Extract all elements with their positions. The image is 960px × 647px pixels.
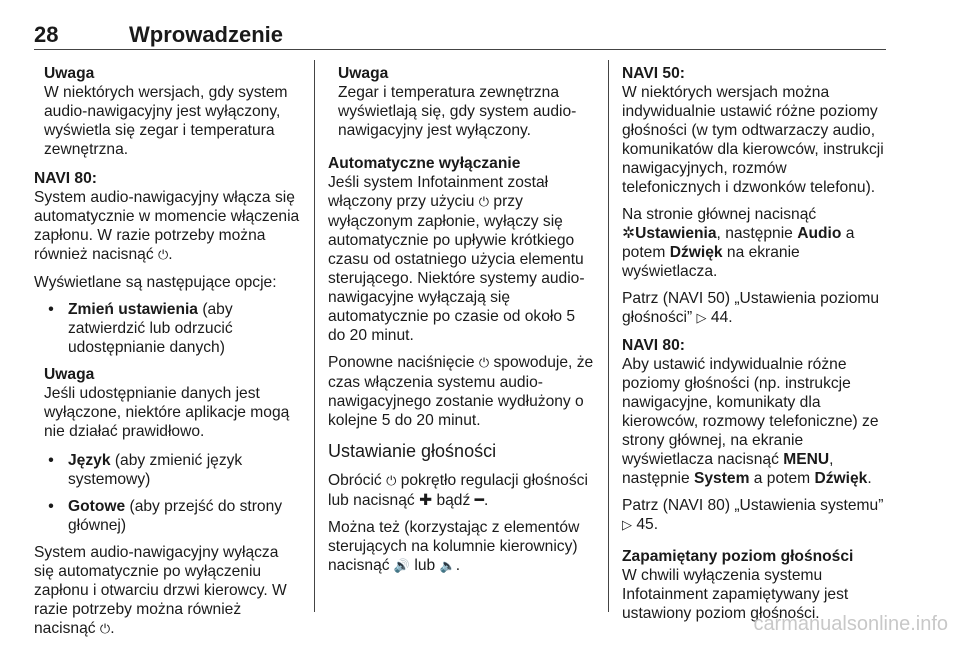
- page-ref-arrow-icon: ▷: [696, 311, 707, 326]
- option-term: Zmień ustawienia: [68, 301, 198, 318]
- note-title: Uwaga: [44, 65, 95, 82]
- option-term: Język: [68, 452, 111, 469]
- paragraph: [328, 518, 594, 576]
- note-box: [34, 365, 300, 441]
- section-heading: NAVI 80:: [34, 170, 97, 187]
- paragraph-text: W niektórych wersjach można indywidualnie ustawić różne poziomy głośności (w tym odtwarzaczy audio, komunikatów dla kierowców, instrukcji nawigacyjnych, rozmów telefonicznych i dzwonków telefonu).: [622, 84, 884, 196]
- paragraph-text: .: [483, 492, 489, 509]
- bullet-icon: •: [48, 498, 54, 515]
- section-heading: NAVI 80:: [622, 337, 685, 354]
- volume-up-icon: 🔊: [393, 559, 411, 574]
- page-ref-arrow-icon: ▷: [622, 518, 632, 533]
- column-divider-1: [314, 60, 315, 612]
- paragraph-text: Obrócić: [328, 472, 387, 489]
- paragraph-text: lub: [410, 557, 440, 574]
- column-divider-2: [608, 60, 609, 612]
- section-heading: Automatyczne wyłączanie: [328, 155, 521, 172]
- list-item: [34, 497, 300, 535]
- navi50-section: [622, 64, 888, 197]
- bullet-icon: •: [48, 301, 54, 318]
- option-desc: (aby przejść do strony głównej): [68, 498, 283, 534]
- paragraph: [328, 353, 594, 430]
- menu-term: Audio: [797, 225, 842, 242]
- menu-term: System: [693, 470, 750, 487]
- paragraph-text: a potem: [749, 470, 815, 487]
- paragraph-text: spowoduje, że czas włączenia systemu audio-nawigacyjnego zostanie wydłużony o kolejne 5 do 20 minut.: [328, 354, 594, 429]
- navi80-section: [34, 169, 300, 265]
- list-item: [34, 300, 300, 357]
- reference-page: 45.: [636, 516, 659, 533]
- paragraph-text: W chwili wyłączenia systemu Infotainment zapamiętywany jest ustawiony poziom głośności.: [622, 567, 849, 622]
- section-heading: NAVI 50:: [622, 65, 685, 82]
- note-box: [328, 64, 594, 140]
- paragraph-text: .: [867, 470, 872, 487]
- option-term: Gotowe: [68, 498, 126, 515]
- page-title: Wprowadzenie: [129, 22, 284, 47]
- paragraph-text: Na stronie głównej nacisnąć: [622, 206, 817, 223]
- paragraph: [328, 471, 594, 510]
- volume-down-icon: 🔈: [439, 559, 456, 574]
- paragraph-text: System audio-nawigacyjny wyłącza się automatycznie po wyłączeniu zapłonu i otwarciu drzwi kierowcy. W razie potrzeby można również nacisnąć: [34, 544, 287, 637]
- column-3: [622, 64, 888, 631]
- option-desc: (aby zmienić język systemowy): [68, 452, 243, 488]
- reference-text: Patrz (NAVI 50) „Ustawienia poziomu głośności”: [622, 290, 880, 326]
- cross-reference: [622, 289, 888, 328]
- paragraph-text: , następnie: [716, 225, 798, 242]
- power-icon: ⏻: [99, 622, 111, 637]
- paragraph-text: a potem: [622, 225, 855, 261]
- reference-page: 44.: [710, 309, 733, 326]
- section-heading: Zapamiętany poziom głośności: [622, 548, 854, 565]
- auto-off-section: [328, 154, 594, 345]
- page-number: 28: [34, 22, 59, 47]
- page-header: [34, 22, 886, 50]
- paragraph-text: Aby ustawić indywidualnie różne poziomy głośności (np. instrukcje nawigacyjne, komunikaty dla kierowców, rozmowy telefoniczne) ze strony głównej, na ekranie wyświetlacza nacisnąć: [622, 356, 879, 468]
- plus-icon: ✚: [419, 491, 433, 509]
- paragraph-text: na ekranie wyświetlacza.: [622, 244, 800, 280]
- note-title: Uwaga: [338, 65, 389, 82]
- options-intro: Wyświetlane są następujące opcje:: [34, 274, 277, 291]
- note-text: W niektórych wersjach, gdy system audio-nawigacyjny jest wyłączony, wyświetla się zegar i temperatura zewnętrzna.: [44, 84, 288, 158]
- option-desc: (aby zatwierdzić lub odrzucić udostępnianie danych): [68, 301, 233, 356]
- watermark: carmanualsonline.info: [753, 613, 948, 635]
- paragraph-text: , następnie: [622, 451, 834, 487]
- paragraph-text: bądź: [432, 492, 475, 509]
- power-icon: ⏻: [478, 195, 490, 210]
- paragraph: [34, 543, 300, 639]
- cross-reference: [622, 496, 888, 535]
- note-text: Zegar i temperatura zewnętrzna wyświetlają się, gdy system audio-nawigacyjny jest wyłączony.: [338, 84, 577, 139]
- menu-term: MENU: [783, 451, 830, 468]
- paragraph-text: .: [168, 246, 173, 263]
- power-icon: ⏻: [386, 474, 397, 489]
- section-heading-volume: Ustawianie głośności: [328, 441, 497, 461]
- column-1: [34, 64, 300, 647]
- power-icon: ⏻: [478, 356, 490, 371]
- paragraph-text: .: [455, 557, 461, 574]
- header-divider: [34, 49, 886, 50]
- saved-volume-section: [622, 547, 888, 623]
- note-box: [34, 64, 300, 159]
- paragraph-text: Można też (korzystając z elementów sterujących na kolumnie kierownicy) nacisnąć: [328, 519, 580, 574]
- power-icon: ⏻: [157, 248, 169, 263]
- paragraph-text: pokrętło regulacji głośności lub nacisnąć: [328, 472, 588, 509]
- note-title: Uwaga: [44, 366, 95, 383]
- paragraph-text: Ponowne naciśnięcie: [328, 354, 479, 371]
- navi80-section: [622, 336, 888, 488]
- column-2: [328, 64, 594, 584]
- menu-term: Dźwięk: [814, 470, 868, 487]
- menu-term: Dźwięk: [669, 244, 723, 261]
- note-text: Jeśli udostępnianie danych jest wyłączone, niektóre aplikacje mogą nie działać prawidłowo.: [44, 385, 290, 440]
- list-item: [34, 451, 300, 489]
- paragraph: [622, 205, 888, 281]
- gear-icon: ✲: [622, 224, 636, 242]
- paragraph-text: przy wyłączonym zapłonie, wyłączy się automatycznie po upływie krótkiego czasu od ostatniego użycia elementu sterującego. Niektóre systemy audio-nawigacyjne wyłączają się automatycznie po czasie od około 5 do 20 minut.: [328, 193, 585, 344]
- paragraph-text: Jeśli system Infotainment został włączony przy użyciu: [328, 174, 549, 210]
- bullet-icon: •: [48, 452, 54, 469]
- paragraph-text: System audio-nawigacyjny włącza się automatycznie w momencie włączenia zapłonu. W razie potrzeby można również nacisnąć: [34, 189, 300, 263]
- minus-icon: ━: [474, 491, 484, 509]
- paragraph-text: .: [110, 620, 115, 637]
- reference-text: Patrz (NAVI 80) „Ustawienia systemu”: [622, 497, 884, 514]
- menu-term: Ustawienia: [635, 225, 717, 242]
